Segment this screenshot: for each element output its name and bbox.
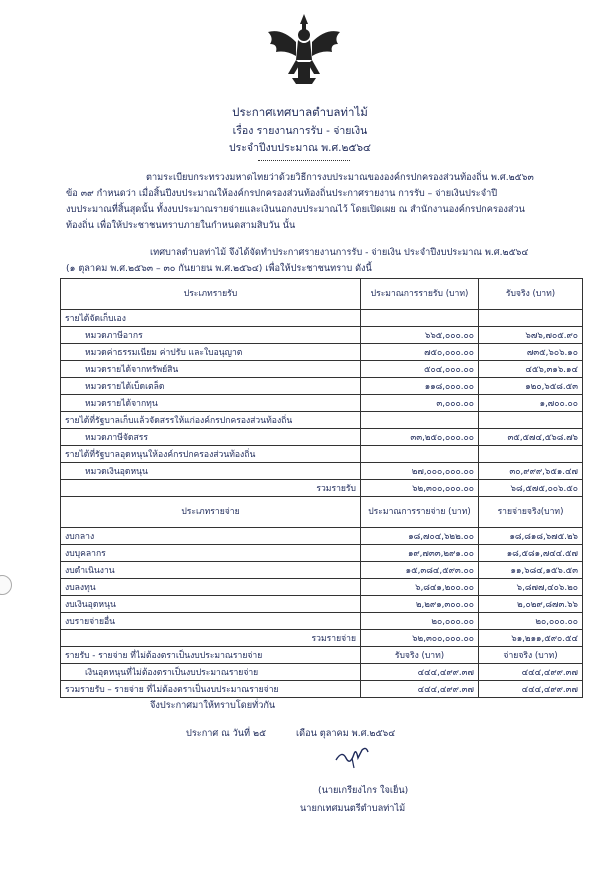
- col-income-actual: รับจริง (บาท): [479, 279, 583, 310]
- row-name: หมวดรายได้จากทรัพย์สิน: [61, 361, 361, 378]
- group-row: [61, 446, 583, 463]
- offbudget-total-label: รวมรายรับ – รายจ่าย ที่ไม่ต้องตราเป็นงบประมาณรายจ่าย: [61, 681, 361, 698]
- row-actual: ๖,๘๗๗,๔๐๖.๒๐: [479, 579, 583, 596]
- col-income-budget: ประมาณการรายรับ (บาท): [361, 279, 479, 310]
- group-label: รายได้จัดเก็บเอง: [61, 310, 361, 327]
- row-actual: ๔๕๖,๓๑๖.๑๔: [479, 361, 583, 378]
- row-actual: ๓๕,๕๗๔,๕๖๘.๗๖: [479, 429, 583, 446]
- row-actual: ๑๑,๖๘๔,๑๕๖.๕๓: [479, 562, 583, 579]
- fiscal-year: ประจำปีงบประมาณ พ.ศ.๒๕๖๔: [228, 142, 372, 154]
- row-received: ๔๔๔,๔๙๙.๓๗: [361, 664, 479, 681]
- offbudget-col-received: รับจริง (บาท): [361, 647, 479, 664]
- row-budget: ๕๐๔,๐๐๐.๐๐: [361, 361, 479, 378]
- row-budget: ๑๘,๗๐๔,๖๒๒.๐๐: [361, 528, 479, 545]
- signer-name: (นายเกรียงไกร ใจเย็น): [318, 785, 409, 796]
- row-name: งบเงินอุดหนุน: [61, 596, 361, 613]
- row-budget: ๒๗,๐๐๐,๐๐๐.๐๐: [361, 463, 479, 480]
- table-row: [61, 361, 583, 378]
- offbudget-total-row: [61, 681, 583, 698]
- intro-line-4: ท้องถิ่น เพื่อให้ประชาชนทราบภายในกำหนดสามสิบวัน นั้น: [66, 220, 296, 231]
- row-name: หมวดภาษีจัดสรร: [61, 429, 361, 446]
- table-row: [61, 344, 583, 361]
- group-label: รายได้ที่รัฐบาลอุดหนุนให้องค์กรปกครองส่วนท้องถิ่น: [61, 446, 361, 463]
- group-row: [61, 412, 583, 429]
- table-row: [61, 378, 583, 395]
- signer-title: นายกเทศมนตรีตำบลท่าไม้: [300, 803, 406, 814]
- table-row: [61, 562, 583, 579]
- row-name: งบรายจ่ายอื่น: [61, 613, 361, 630]
- row-name: หมวดภาษีอากร: [61, 327, 361, 344]
- row-budget: ๑๙,๗๓๓,๒๙๑.๐๐: [361, 545, 479, 562]
- group-row: [61, 310, 583, 327]
- announcement-subject: เรื่อง รายงานการรับ - จ่ายเงิน: [232, 125, 368, 137]
- row-actual: ๑๒๐,๖๕๘.๕๓: [479, 378, 583, 395]
- table-row: [61, 596, 583, 613]
- offbudget-header: รายรับ - รายจ่าย ที่ไม่ต้องตราเป็นงบประมาณรายจ่าย: [61, 647, 361, 664]
- row-name: เงินอุดหนุนที่ไม่ต้องตราเป็นงบประมาณรายจ่าย: [61, 664, 361, 681]
- row-name: งบลงทุน: [61, 579, 361, 596]
- row-budget: ๒,๒๙๑,๓๐๐.๐๐: [361, 596, 479, 613]
- row-name: หมวดรายได้เบ็ดเตล็ด: [61, 378, 361, 395]
- garuda-emblem-icon: [262, 10, 346, 86]
- expense-header-row: [61, 497, 583, 528]
- row-actual: ๑,๗๐๐.๐๐: [479, 395, 583, 412]
- expense-total-label: รวมรายจ่าย: [61, 630, 361, 647]
- table-row: [61, 613, 583, 630]
- announcement-title: ประกาศเทศบาลตำบลท่าไม้: [232, 105, 368, 119]
- row-budget: ๑๑๘,๐๐๐.๐๐: [361, 378, 479, 395]
- row-actual: ๖๗๖,๗๐๕.๙๐: [479, 327, 583, 344]
- date-prefix: ประกาศ ณ วันที่: [186, 728, 251, 739]
- row-name: งบบุคลากร: [61, 545, 361, 562]
- row-budget: ๖๖๕,๐๐๐.๐๐: [361, 327, 479, 344]
- row-budget: ๓,๐๐๐.๐๐: [361, 395, 479, 412]
- row-name: หมวดเงินอุดหนุน: [61, 463, 361, 480]
- table-row: [61, 463, 583, 480]
- expense-total-row: [61, 630, 583, 647]
- income-total-label: รวมรายรับ: [61, 480, 361, 497]
- table-row: [61, 327, 583, 344]
- income-expense-table: [60, 278, 583, 698]
- row-name: หมวดค่าธรรมเนียม ค่าปรับ และใบอนุญาต: [61, 344, 361, 361]
- offbudget-header-row: [61, 647, 583, 664]
- row-budget: ๑๕,๓๘๔,๕๙๓.๐๐: [361, 562, 479, 579]
- divider: [258, 160, 350, 161]
- table-row: [61, 545, 583, 562]
- row-actual: ๗๓๕,๖๐๖.๑๐: [479, 344, 583, 361]
- row-name: งบดำเนินงาน: [61, 562, 361, 579]
- row-actual: ๒,๐๒๙,๘๗๓.๖๖: [479, 596, 583, 613]
- intro-line-1: ตามระเบียบกระทรวงมหาดไทยว่าด้วยวิธีการงบประมาณขององค์กรปกครองส่วนท้องถิ่น พ.ศ.๒๕๖๓: [146, 172, 534, 183]
- col-expense-budget: ประมาณการรายจ่าย (บาท): [361, 497, 479, 528]
- handwritten-day: ๒๕: [253, 728, 267, 739]
- punch-hole: [0, 575, 12, 595]
- col-income-type: ประเภทรายรับ: [61, 279, 361, 310]
- intro-line-3: งบประมาณที่สิ้นสุดนั้น ทั้งงบประมาณรายจ่ายและเงินนอกงบประมาณไว้ โดยเปิดเผย ณ สำนักงานองค์กรปกครองส่วน: [66, 204, 525, 215]
- table-row: [61, 664, 583, 681]
- table-row: [61, 395, 583, 412]
- offbudget-total-paid: ๔๔๔,๔๙๙.๓๗: [479, 681, 583, 698]
- table-row: [61, 429, 583, 446]
- row-budget: ๓๓,๒๕๐,๐๐๐.๐๐: [361, 429, 479, 446]
- row-paid: ๔๔๔,๔๙๙.๓๗: [479, 664, 583, 681]
- row-budget: ๗๕๐,๐๐๐.๐๐: [361, 344, 479, 361]
- table-row: [61, 579, 583, 596]
- intro-line-6: (๑ ตุลาคม พ.ศ.๒๕๖๓ – ๓๐ กันยายน พ.ศ.๒๕๖๔) เพื่อให้ประชาชนทราบ ดังนี้: [66, 263, 372, 274]
- offbudget-total-received: ๔๔๔,๔๙๙.๓๗: [361, 681, 479, 698]
- row-name: งบกลาง: [61, 528, 361, 545]
- col-expense-type: ประเภทรายจ่าย: [61, 497, 361, 528]
- income-total-budget: ๖๒,๓๐๐,๐๐๐.๐๐: [361, 480, 479, 497]
- expense-total-budget: ๖๒,๓๐๐,๐๐๐.๐๐: [361, 630, 479, 647]
- income-total-actual: ๖๘,๕๗๕,๐๐๖.๕๐: [479, 480, 583, 497]
- intro-line-2: ข้อ ๓๙ กำหนดว่า เมื่อสิ้นปีงบประมาณให้องค์กรปกครองส่วนท้องถิ่นประกาศรายงาน การรับ – จ่ายเงินประจำปี: [66, 188, 498, 199]
- row-actual: ๒๐,๐๐๐.๐๐: [479, 613, 583, 630]
- intro-line-5: เทศบาลตำบลท่าไม้ จึงได้จัดทำประกาศรายงานการรับ - จ่ายเงิน ประจำปีงบประมาณ พ.ศ.๒๕๖๔: [150, 247, 529, 258]
- row-actual: ๓๐,๙๙๙,๖๕๑.๔๗: [479, 463, 583, 480]
- income-total-row: [61, 480, 583, 497]
- row-name: หมวดรายได้จากทุน: [61, 395, 361, 412]
- table-row: [61, 528, 583, 545]
- income-header-row: [61, 279, 583, 310]
- col-expense-actual: รายจ่ายจริง(บาท): [479, 497, 583, 528]
- group-label: รายได้ที่รัฐบาลเก็บแล้วจัดสรรให้แก่องค์กรปกครองส่วนท้องถิ่น: [61, 412, 361, 429]
- row-budget: ๖,๘๔๑,๒๐๐.๐๐: [361, 579, 479, 596]
- row-actual: ๑๘,๘๑๘,๖๗๕.๒๖: [479, 528, 583, 545]
- offbudget-col-paid: จ่ายจริง (บาท): [479, 647, 583, 664]
- announce-date: [186, 727, 395, 740]
- announce-text: จึงประกาศมาให้ทราบโดยทั่วกัน: [150, 700, 276, 711]
- row-actual: ๑๘,๕๘๑,๗๔๔.๕๗: [479, 545, 583, 562]
- signature: [332, 744, 372, 770]
- expense-total-actual: ๖๑,๒๑๑,๕๙๐.๕๔: [479, 630, 583, 647]
- date-suffix: เดือน ตุลาคม พ.ศ.๒๕๖๔: [295, 728, 396, 739]
- row-budget: ๒๐,๐๐๐.๐๐: [361, 613, 479, 630]
